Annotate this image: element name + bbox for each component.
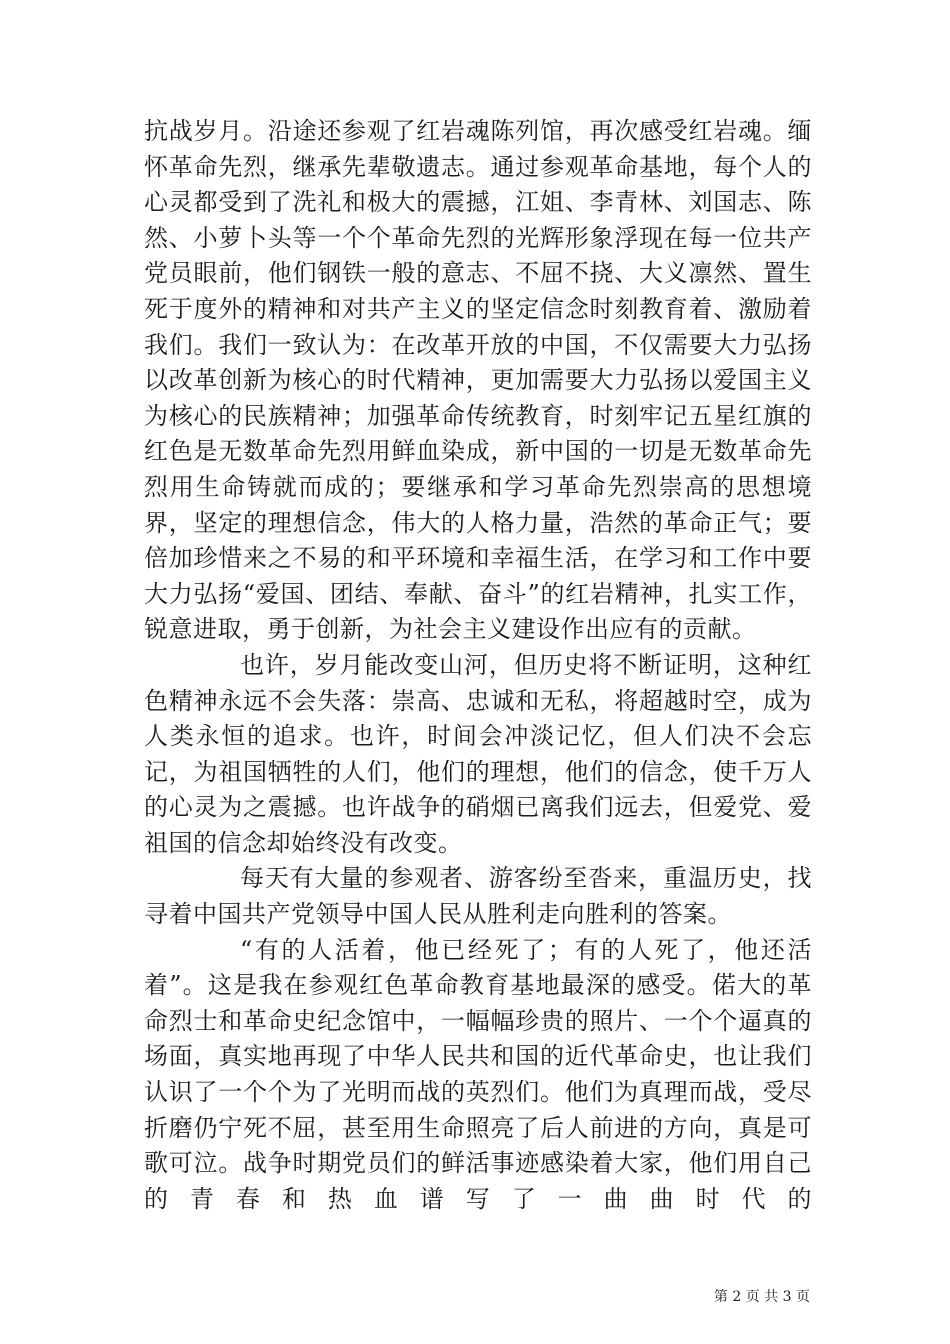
paragraph-1: 抗战岁月。沿途还参观了红岩魂陈列馆，再次感受红岩魂。缅怀革命先烈，继承先辈敬遗志。通过参观革命基地，每个人的心灵都受到了洗礼和极大的震撼，江姐、李青林、刘国志、陈然、小萝卜头等一个个革命先烈的光辉形象浮现在每一位共产党员眼前，他们钢铁一般的意志、不屈不挠、大义凛然、置生死于度外的精神和对共产主义的坚定信念时刻教育着、激励着我们。我们一致认为：在改革开放的中国，不仅需要大力弘扬以改革创新为核心的时代精神，更加需要大力弘扬以爱国主义为核心的民族精神；加强革命传统教育，时刻牢记五星红旗的红色是无数革命先烈用鲜血染成，新中国的一切是无数革命先烈用生命铸就而成的；要继承和学习革命先烈崇高的思想境界，坚定的理想信念，伟大的人格力量，浩然的革命正气；要倍加珍惜来之不易的和平环境和幸福生活，在学习和工作中要大力弘扬“爱国、团结、奉献、奋斗”的红岩精神，扎实工作，锐意进取，勇于创新，为社会主义建设作出应有的贡献。	[144, 117, 812, 644]
paragraph-2: 也许，岁月能改变山河，但历史将不断证明，这种红色精神永远不会失落：崇高、忠诚和无私，将超越时空，成为人类永恒的追求。也许，时间会冲淡记忆，但人们决不会忘记，为祖国牺牲的人们，他们的理想，他们的信念，使千万人的心灵为之震撼。也许战争的硝烟已离我们远去，但爱党、爱祖国的信念却始终没有改变。	[144, 650, 812, 857]
document-body	[144, 114, 812, 1217]
paragraph-3: 每天有大量的参观者、游客纷至沓来，重温历史，找寻着中国共产党领导中国人民从胜利走向胜利的答案。	[144, 864, 812, 929]
paragraph-4: “有的人活着，他已经死了；有的人死了，他还活着”。这是我在参观红色革命教育基地最深的感受。偌大的革命烈士和革命史纪念馆中，一幅幅珍贵的照片、一个个逼真的场面，真实地再现了中华人民共和国的近代革命史，也让我们认识了一个个为了光明而战的英烈们。他们为真理而战，受尽折磨仍宁死不屈，甚至用生命照亮了后人前进的方向，真是可歌可泣。战争时期党员们的鲜活事迹感染着大家，他们用自己的青春和热血谱写了一曲曲时代的	[144, 935, 812, 1213]
page-number-footer: 第 2 页 共 3 页	[713, 1289, 810, 1305]
